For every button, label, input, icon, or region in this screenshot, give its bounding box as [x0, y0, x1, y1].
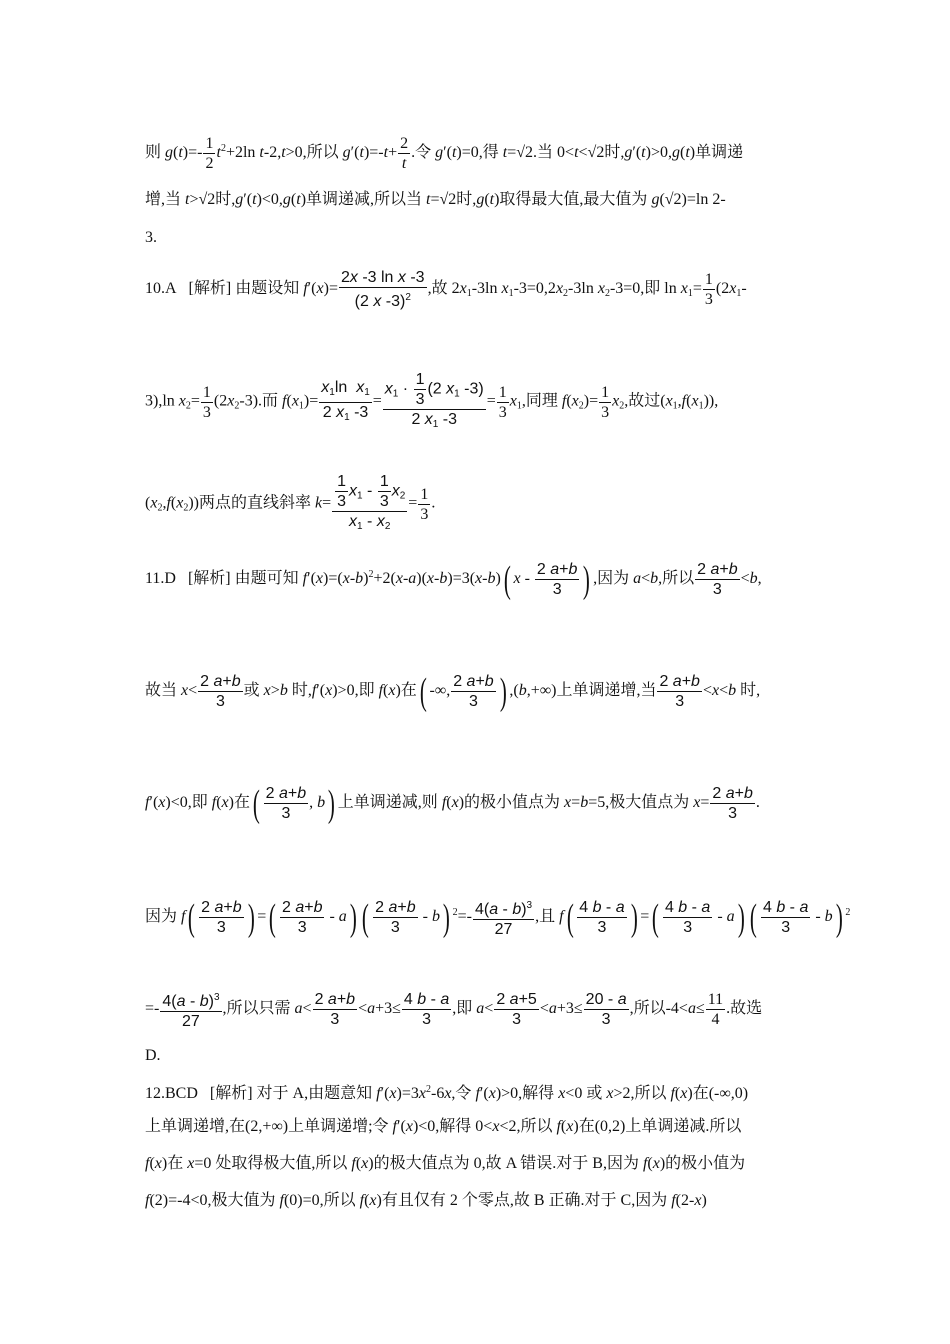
line-5: 3),ln $x_2=$ $\frac{1}{3}$ $(2x_2-3)$.而 $f(x_1)=$ $\frac{x_1\ln x_1}{2 x_1 -3}$ = $x_1$ · $\frac{1}{3}$ (2 $x_1$ -3) 2 $x_1$ -3 = $\frac{1}{3}$ $x_1$,同理 $f(x_2)=$ $\frac{1}{3}$ $x_2$,故过$(x_1,f(x_1))$, — [145, 370, 718, 434]
line-12: D. — [145, 1047, 161, 1064]
line-13: 12.BCD [解析] 对于 A,由题意知 $f'(x)=3x^2-6x$,令 f′(x)>0,解得 x<0 或 x>2,所以 f(x)在(-∞,0) — [145, 1084, 749, 1102]
line-14: 上单调递增,在(2,+∞)上单调递增;令 f′(x)<0,解得 0<x<2,所以 f(x)在(0,2)上单调递减.所以 — [145, 1118, 742, 1135]
line-8: 故当 x< $\frac{2 a+b}{3}$ 或 x>b 时,f′(x)>0,即 f(x)在( -∞, $\frac{2 a+b}{3}$ ) ,(b,+∞)上单调递增,当 $\frac{2 a+b}{3}$ <x<b 时, — [145, 670, 761, 713]
line-7: 11.D [解析] 由题可知 $f'(x)=(x-b)^2+2(x-a)(x-b)=3(x-b)$( x - $\frac{2 a+b}{3}$ ) ,因为 a<b,所以 $\frac{2 a+b}{3}$ <b, — [145, 558, 762, 601]
line-16: f(2)=-4<0,极大值为 f(0)=0,所以 f(x)有且仅有 2 个零点,故 B 正确.对于 C,因为 f(2-x) — [145, 1192, 707, 1209]
line-9: f′(x)<0,即 f(x)在( $\frac{2 a+b}{3}$ , b) 上单调递减,则 f(x)的极小值点为 x=b=5,极大值点为 x= $\frac{2 a+b}{3}$ . — [145, 782, 760, 825]
line-6: $(x_2,f(x_2))$两点的直线斜率 k= $\frac{1}{3}$ $x_1$ - $\frac{1}{3}$ $x_2$ $x_1 - x_2$ = $\frac{1}{3}$ . — [145, 472, 435, 536]
line-15: f(x)在 x=0 处取得极大值,所以 f(x)的极大值点为 0,故 A 错误.对于 B,因为 f(x)的极小值为 — [145, 1155, 746, 1172]
line-3: 3. — [145, 229, 157, 246]
line-2: 增,当 t>√2时,g′(t)<0,g(t)单调递减,所以当 t=√2时,g(t)取得最大值,最大值为 g(√2)=ln 2- — [145, 191, 726, 208]
line-1: 则 g(t)=- $\frac{1}{2}$ $t^2+2\ln$ t-2,t>0,所以 g′(t)=-t+ $\frac{2}{t}$ .令 g′(t)=0,得 t=√2.当 0<t<√2时,g′(t)>0,g(t)单调递 — [145, 135, 744, 172]
line-4: 10.A [解析] 由题设知 f′(x)= $\frac{\text{2x -3 ln x -3}}{(2 x -3)^2}$ ,故 $2x_1-3\ln$ $x_1-3=0,2x_2-3\ln$ $x_2-3=0$,即 $\ln x_1=$ $\frac{1}{3}$ ($2x_1-$ — [145, 269, 747, 310]
line-11: =- $\frac{4(a - b)^3}{27}$ ,所以只需 a< $\frac{2 a+b}{3}$ <a+3≤ $\frac{4 b - a}{3}$ ,即 a< $\frac{2 a+5}{3}$ <a+3≤ $\frac{20 - a}{3}$ ,所以-4<a≤ $\frac{11}{4}$ .故选 — [145, 991, 763, 1030]
line-10: 因为 f( $\frac{2 a+b}{3}$ ) =( $\frac{2 a+b}{3}$ - a) ( $\frac{2 a+b}{3}$ - b) $^2$=- $\frac{4(a - b)^3}{27}$ ,且 f( $\frac{4 b - a}{3}$ ) =( $\frac{4 b - a}{3}$ - a) ( $\frac{4 b - a}{3}$ - b) $^2$ — [145, 896, 851, 939]
